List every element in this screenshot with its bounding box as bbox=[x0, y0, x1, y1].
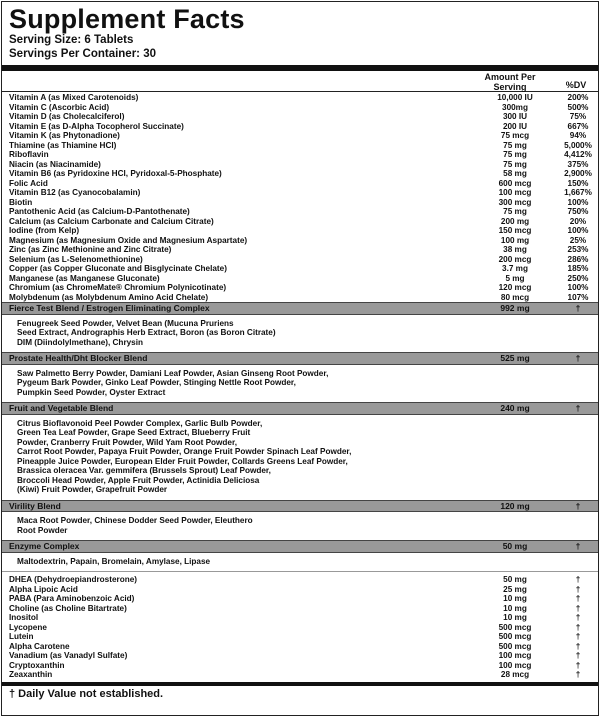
blend-ingredient-line: Green Tea Leaf Powder, Grape Seed Extract, Blueberry Fruit bbox=[17, 428, 251, 437]
blend-ingredients bbox=[2, 553, 598, 572]
blend-header bbox=[2, 402, 598, 415]
row-amount: 150 mcg bbox=[498, 226, 532, 235]
row-dv: 250% bbox=[567, 273, 589, 283]
nutrient-row bbox=[2, 651, 598, 661]
row-dv: 75% bbox=[569, 112, 587, 121]
row-dv: † bbox=[575, 641, 581, 651]
row-dv: 100% bbox=[567, 283, 589, 292]
row-name: Cryptoxanthin bbox=[9, 660, 65, 670]
row-amount: 300 IU bbox=[502, 112, 528, 121]
nutrient-row bbox=[2, 661, 598, 671]
row-amount: 100 mcg bbox=[498, 651, 532, 660]
row-name: Alpha Carotene bbox=[9, 641, 70, 651]
nutrient-row bbox=[2, 274, 598, 284]
row-name: Vitamin B12 (as Cyanocobalamin) bbox=[9, 188, 141, 197]
row-amount: 80 mcg bbox=[500, 292, 530, 302]
row-name: Vitamin D (as Cholecalciferol) bbox=[9, 112, 125, 121]
row-dv: † bbox=[575, 632, 581, 641]
blend-ingredient-line: Carrot Root Powder, Papaya Fruit Powder, Orange Fruit Powder Spinach Leaf Powder, bbox=[17, 447, 352, 456]
row-name: Chromium (as ChromeMate® Chromium Polynicotinate) bbox=[9, 283, 227, 292]
blend-ingredient-line: Pineapple Juice Powder, European Elder Fruit Powder, Collards Greens Leaf Powder, bbox=[17, 456, 348, 466]
blend-name: Virility Blend bbox=[9, 500, 61, 511]
row-amount: 3.7 mg bbox=[502, 264, 528, 273]
nutrient-row bbox=[2, 207, 598, 217]
blend-ingredient-line: Root Powder bbox=[17, 525, 68, 535]
row-name: Lycopene bbox=[9, 622, 47, 632]
row-amount: 300 mcg bbox=[498, 197, 532, 207]
nutrient-row bbox=[2, 112, 598, 122]
blend-ingredients bbox=[2, 512, 598, 540]
nutrient-row bbox=[2, 255, 598, 265]
row-amount: 10 mg bbox=[503, 603, 527, 613]
row-dv: 25% bbox=[569, 235, 587, 245]
blend-ingredient-line: Brassica oleracea Var. gemmifera (Brussels Sprout) Leaf Powder, bbox=[17, 466, 271, 475]
blend-ingredients bbox=[2, 365, 598, 403]
footnote: † Daily Value not established. bbox=[9, 687, 164, 700]
row-amount: 200 IU bbox=[502, 121, 528, 131]
nutrient-row bbox=[2, 575, 598, 585]
row-amount: 500 mcg bbox=[498, 641, 532, 651]
blend-ingredient-line: Fenugreek Seed Powder, Velvet Bean (Mucuna Pruriens bbox=[17, 318, 234, 328]
row-dv: 2,900% bbox=[564, 169, 592, 178]
row-amount: 75 mg bbox=[503, 140, 527, 150]
nutrient-row bbox=[2, 217, 598, 227]
nutrient-row bbox=[2, 226, 598, 236]
blend-amount: 525 mg bbox=[500, 353, 530, 363]
row-amount: 28 mcg bbox=[500, 670, 530, 679]
blend-header bbox=[2, 302, 598, 315]
blend-amount: 50 mg bbox=[502, 541, 528, 551]
row-name: Lutein bbox=[9, 632, 34, 641]
nutrient-row bbox=[2, 141, 598, 151]
row-amount: 600 mcg bbox=[498, 178, 532, 188]
row-name: Magnesium (as Magnesium Oxide and Magnesium Aspartate) bbox=[9, 235, 248, 245]
supplement-facts-panel bbox=[1, 1, 599, 716]
blend-header bbox=[2, 500, 598, 513]
nutrient-row bbox=[2, 245, 598, 255]
blend-ingredient-line: Broccoli Head Powder, Apple Fruit Powder, Actinidia Deliciosa bbox=[17, 475, 260, 485]
panel-title: Supplement Facts bbox=[9, 4, 245, 34]
row-name: Selenium (as L-Selenomethionine) bbox=[9, 254, 143, 264]
row-name: Vitamin A (as Mixed Carotenoids) bbox=[9, 93, 139, 102]
row-amount: 200 mg bbox=[500, 216, 530, 226]
row-name: Manganese (as Manganese Gluconate) bbox=[9, 273, 160, 283]
nutrient-row bbox=[2, 188, 598, 198]
row-amount: 10 mg bbox=[503, 613, 527, 622]
nutrient-row bbox=[2, 604, 598, 614]
nutrient-row bbox=[2, 670, 598, 680]
dv-header: %DV bbox=[565, 80, 587, 90]
blend-ingredient-line: Maca Root Powder, Chinese Dodder Seed Powder, Eleuthero bbox=[17, 516, 253, 525]
row-name: Inositol bbox=[9, 613, 39, 622]
nutrient-row bbox=[2, 293, 598, 303]
blend-ingredients bbox=[2, 415, 598, 500]
row-amount: 500 mcg bbox=[498, 632, 532, 641]
row-amount: 120 mcg bbox=[498, 283, 532, 292]
row-name: Vanadium (as Vanadyl Sulfate) bbox=[9, 651, 128, 660]
column-header bbox=[2, 71, 598, 91]
row-amount: 500 mcg bbox=[498, 622, 532, 632]
row-dv: † bbox=[575, 670, 581, 679]
nutrient-row bbox=[2, 179, 598, 189]
amount-header-line2: Serving bbox=[493, 82, 527, 92]
row-dv: † bbox=[575, 660, 581, 670]
blend-name: Enzyme Complex bbox=[9, 541, 80, 551]
row-amount: 75 mcg bbox=[500, 131, 530, 140]
row-amount: 5 mg bbox=[505, 273, 525, 283]
row-dv: † bbox=[575, 613, 581, 622]
row-amount: 100 mcg bbox=[498, 660, 532, 670]
blend-list bbox=[2, 302, 598, 572]
nutrient-row bbox=[2, 594, 598, 604]
row-dv: † bbox=[575, 622, 581, 632]
blend-ingredient-line: Pumpkin Seed Powder, Oyster Extract bbox=[17, 387, 166, 397]
row-dv: 94% bbox=[569, 131, 587, 140]
amount-header-line1: Amount Per bbox=[484, 72, 536, 82]
blend-dv: † bbox=[575, 353, 581, 363]
nutrient-row bbox=[2, 585, 598, 595]
nutrient-row bbox=[2, 103, 598, 113]
amount-per-serving-header bbox=[470, 72, 550, 92]
row-amount: 10,000 IU bbox=[497, 93, 533, 102]
row-dv: † bbox=[575, 651, 581, 660]
nutrient-row bbox=[2, 642, 598, 652]
other-ingredient-list bbox=[2, 572, 598, 680]
row-dv: 1,667% bbox=[564, 188, 592, 197]
nutrient-list bbox=[2, 92, 598, 302]
blend-amount: 120 mg bbox=[500, 500, 530, 511]
row-name: Vitamin C (Ascorbic Acid) bbox=[9, 102, 110, 112]
row-name: Vitamin E (as D-Alpha Tocopherol Succinate) bbox=[9, 121, 184, 131]
blend-dv: † bbox=[575, 541, 581, 551]
nutrient-row bbox=[2, 122, 598, 132]
row-dv: 185% bbox=[567, 264, 589, 273]
row-dv: 375% bbox=[567, 159, 589, 169]
row-dv: 286% bbox=[567, 254, 589, 264]
row-amount: 50 mg bbox=[503, 575, 527, 584]
nutrient-row bbox=[2, 169, 598, 179]
nutrient-row bbox=[2, 198, 598, 208]
row-name: Pantothenic Acid (as Calcium-D-Pantothenate) bbox=[9, 207, 190, 216]
row-name: Niacin (as Niacinamide) bbox=[9, 159, 101, 169]
blend-name: Prostate Health/Dht Blocker Blend bbox=[9, 353, 148, 363]
row-dv: 20% bbox=[569, 216, 587, 226]
row-dv: 500% bbox=[567, 102, 589, 112]
row-amount: 10 mg bbox=[503, 594, 527, 603]
blend-ingredient-line: Saw Palmetto Berry Powder, Damiani Leaf Powder, Asian Ginseng Root Powder, bbox=[17, 368, 329, 378]
blend-header bbox=[2, 540, 598, 553]
row-amount: 75 mg bbox=[503, 159, 527, 169]
nutrient-row bbox=[2, 93, 598, 103]
row-amount: 200 mcg bbox=[498, 254, 532, 264]
serving-size: Serving Size: 6 Tablets bbox=[9, 34, 134, 46]
row-name: Calcium (as Calcium Carbonate and Calcium Citrate) bbox=[9, 216, 214, 226]
row-name: PABA (Para Aminobenzoic Acid) bbox=[9, 594, 135, 603]
blend-ingredient-line: Citrus Bioflavonoid Peel Powder Complex, Garlic Bulb Powder, bbox=[17, 418, 263, 428]
nutrient-row bbox=[2, 236, 598, 246]
blend-ingredient-line: Seed Extract, Andrographis Herb Extract, Boron (as Boron Citrate) bbox=[17, 328, 276, 337]
row-name: Zeaxanthin bbox=[9, 670, 53, 679]
row-name: Zinc (as Zinc Methionine and Zinc Citrate) bbox=[9, 245, 172, 254]
nutrient-row bbox=[2, 131, 598, 141]
blend-dv: † bbox=[575, 500, 581, 511]
nutrient-row bbox=[2, 632, 598, 642]
row-amount: 300mg bbox=[502, 102, 528, 112]
nutrient-row bbox=[2, 613, 598, 623]
blend-ingredient-line: (Kiwi) Fruit Powder, Grapefruit Powder bbox=[17, 485, 168, 494]
row-name: Molybdenum (as Molybdenum Amino Acid Chelate) bbox=[9, 292, 209, 302]
row-name: Vitamin B6 (as Pyridoxine HCl, Pyridoxal-5-Phosphate) bbox=[9, 169, 222, 178]
row-name: Copper (as Copper Gluconate and Bisglycinate Chelate) bbox=[9, 264, 227, 273]
nutrient-row bbox=[2, 283, 598, 293]
blend-name: Fruit and Vegetable Blend bbox=[9, 403, 114, 413]
row-amount: 75 mg bbox=[503, 207, 527, 216]
row-name: Iodine (from Kelp) bbox=[9, 226, 80, 235]
blend-amount: 240 mg bbox=[500, 403, 530, 413]
row-name: DHEA (Dehydroepiandrosterone) bbox=[9, 575, 137, 584]
blend-name: Fierce Test Blend / Estrogen Eliminating Complex bbox=[9, 303, 210, 313]
row-amount: 100 mcg bbox=[498, 188, 532, 197]
blend-dv: † bbox=[575, 403, 581, 413]
row-dv: 750% bbox=[567, 207, 589, 216]
row-dv: † bbox=[575, 575, 581, 584]
row-amount: 58 mg bbox=[503, 169, 527, 178]
row-name: Biotin bbox=[9, 197, 33, 207]
row-dv: † bbox=[575, 603, 581, 613]
blend-header bbox=[2, 352, 598, 365]
row-name: Riboflavin bbox=[9, 150, 49, 159]
row-name: Vitamin K (as Phytonadione) bbox=[9, 131, 120, 140]
blend-ingredient-line: Powder, Cranberry Fruit Powder, Wild Yam Root Powder, bbox=[17, 437, 237, 447]
row-name: Thiamine (as Thiamine HCl) bbox=[9, 140, 117, 150]
blend-ingredient-line: DIM (Diindolylmethane), Chrysin bbox=[17, 337, 144, 347]
nutrient-row bbox=[2, 623, 598, 633]
row-amount: 38 mg bbox=[503, 245, 527, 254]
nutrient-row bbox=[2, 150, 598, 160]
row-amount: 100 mg bbox=[500, 235, 530, 245]
servings-per-container: Servings Per Container: 30 bbox=[9, 48, 156, 60]
row-dv: † bbox=[575, 584, 581, 594]
row-dv: 200% bbox=[567, 93, 589, 102]
row-amount: 25 mg bbox=[503, 584, 527, 594]
blend-ingredients bbox=[2, 315, 598, 353]
blend-ingredient-line: Pygeum Bark Powder, Ginko Leaf Powder, Stinging Nettle Root Powder, bbox=[17, 378, 296, 387]
blend-dv: † bbox=[575, 303, 581, 313]
row-dv: 100% bbox=[567, 226, 589, 235]
row-dv: 253% bbox=[567, 245, 589, 254]
row-dv: 150% bbox=[567, 178, 589, 188]
row-dv: 100% bbox=[567, 197, 589, 207]
row-name: Folic Acid bbox=[9, 178, 48, 188]
row-name: Choline (as Choline Bitartrate) bbox=[9, 603, 127, 613]
row-amount: 75 mg bbox=[503, 150, 527, 159]
nutrient-row bbox=[2, 264, 598, 274]
row-dv: 4,412% bbox=[564, 150, 592, 159]
blend-ingredient-line: Maltodextrin, Papain, Bromelain, Amylase, Lipase bbox=[17, 556, 211, 566]
row-dv: 667% bbox=[567, 121, 589, 131]
row-dv: 107% bbox=[567, 292, 589, 302]
row-name: Alpha Lipoic Acid bbox=[9, 584, 78, 594]
row-dv: 5,000% bbox=[564, 140, 592, 150]
nutrient-row bbox=[2, 160, 598, 170]
row-dv: † bbox=[575, 594, 581, 603]
blend-amount: 992 mg bbox=[500, 303, 530, 313]
